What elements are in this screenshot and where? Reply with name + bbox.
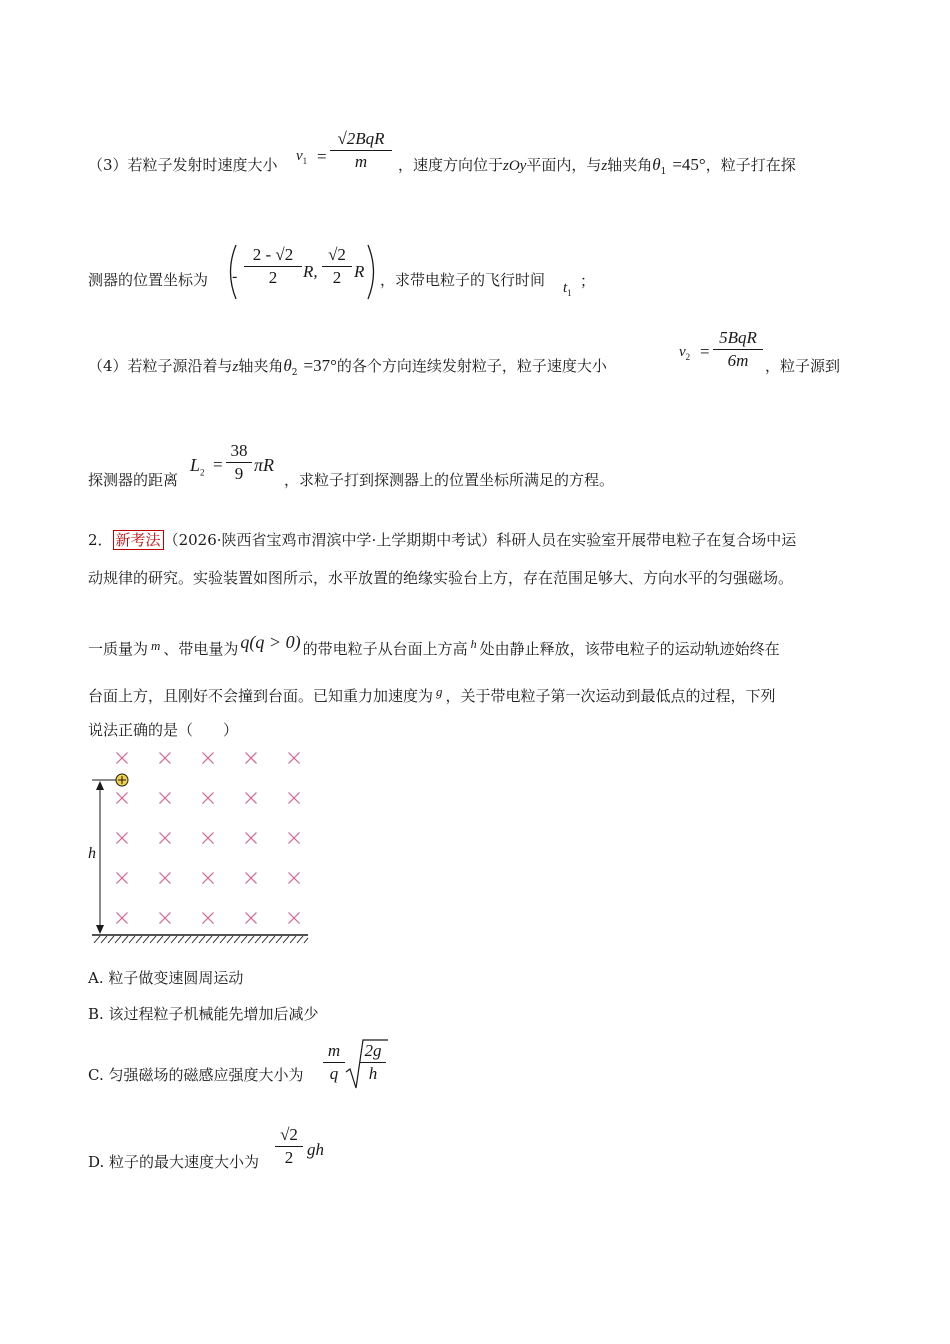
problem2-text-2: 动规律的研究。实验装置如图所示，水平放置的绝缘实验台上方，存在范围足够大、方向水平的匀强磁场。 xyxy=(88,569,794,587)
q3-coord-num1: 2 - √2 xyxy=(244,244,302,267)
q4-text-4: ，粒子源到 xyxy=(765,357,841,375)
problem2-h: h xyxy=(470,637,477,651)
option-c[interactable] xyxy=(88,1064,303,1085)
q4-v2-numerator: 5BqR xyxy=(713,327,763,350)
q3-line2-text-b: ，求带电粒子的飞行时间 xyxy=(380,271,546,289)
q3-text-4: 轴夹角 xyxy=(607,156,653,174)
q3-text-2: ，速度方向位于 xyxy=(398,156,504,174)
new-method-tag: 新考法 xyxy=(113,530,164,550)
problem2-text-1: （2026·陕西省宝鸡市渭滨中学·上学期期中考试）科研人员在实验室开展带电粒子在复合场中运 xyxy=(163,531,797,549)
q3-coord-den2: 2 xyxy=(332,268,342,287)
q4-L2-fraction xyxy=(226,440,252,485)
q3-coord-den1: 2 xyxy=(268,268,278,287)
q4-L2-numerator: 38 xyxy=(226,440,252,463)
q4-L2 xyxy=(190,455,205,478)
problem-number: 2． xyxy=(88,531,113,549)
problem2-line5 xyxy=(88,720,238,740)
q4-line1 xyxy=(88,356,607,383)
q3-v1-denominator: m xyxy=(354,152,368,171)
q4-v2-equals: = xyxy=(700,342,710,361)
option-c-frac-num: m xyxy=(323,1040,345,1063)
problem2-line2 xyxy=(88,568,793,588)
q3-text-5: ，粒子打在探 xyxy=(705,156,796,174)
q3-coord-r1: R, xyxy=(303,262,318,281)
q3-v1-symbol: v xyxy=(296,148,303,164)
option-c-text: C. 匀强磁场的磁感应强度大小为 xyxy=(88,1066,304,1084)
problem2-m: m xyxy=(151,638,161,653)
option-c-sqrt-num: 2g xyxy=(360,1040,386,1063)
option-b-text: B. 该过程粒子机械能先增加后减少 xyxy=(88,1005,319,1023)
table-hatching xyxy=(94,936,308,943)
q3-line2 xyxy=(88,270,208,290)
q4-L2-sub: 2 xyxy=(200,467,205,478)
magnetic-field-crosses xyxy=(117,753,300,924)
q4-theta-sub: 2 xyxy=(291,368,298,378)
height-label: h xyxy=(88,845,96,862)
problem2-line3 xyxy=(88,632,780,659)
q4-L2-equals: = xyxy=(213,455,223,474)
q4-line2-text: 探测器的距离 xyxy=(88,471,179,489)
q3-coord-frac1 xyxy=(244,244,302,289)
q4-line2-rest xyxy=(284,470,614,490)
q4-z: z xyxy=(232,359,239,375)
q3-t1-symbol: t xyxy=(563,280,568,296)
q3-v1-sub: 1 xyxy=(302,156,308,166)
q3-theta: θ xyxy=(652,155,661,174)
q3-v1-numerator: √2BqR xyxy=(330,128,392,151)
problem2-text-5: 说法正确的是（ ） xyxy=(88,721,239,739)
q4-v2 xyxy=(679,344,690,362)
option-a-text: A. 粒子做变速圆周运动 xyxy=(88,969,244,987)
q4-L2-denominator: 9 xyxy=(234,464,244,483)
problem2-text-4b: ，关于带电粒子第一次运动到最低点的过程，下列 xyxy=(445,687,776,705)
q4-text-1: （4）若粒子源沿着与 xyxy=(88,357,233,375)
q3-text-3: 平面内，与 xyxy=(526,156,602,174)
q4-line2-text-b: ，求粒子打到探测器上的位置坐标所满足的方程。 xyxy=(284,471,615,489)
q3-line2-rest xyxy=(380,270,545,290)
magnetic-field-figure xyxy=(80,745,320,950)
option-a[interactable] xyxy=(88,967,243,988)
q3-line1-rest xyxy=(398,155,796,182)
q4-v2-fraction xyxy=(713,327,763,372)
q4-L2-tail: πR xyxy=(254,455,275,475)
q4-theta: θ xyxy=(283,356,292,375)
option-d[interactable] xyxy=(88,1151,259,1172)
q3-theta-value: =45° xyxy=(672,155,706,174)
q4-text-3: 的各个方向连续发射粒子，粒子速度大小 xyxy=(336,357,607,375)
q3-minus: - xyxy=(232,268,238,285)
q4-v2-symbol: v xyxy=(679,344,686,360)
q3-theta-sub: 1 xyxy=(660,167,667,177)
q3-v1-equals: = xyxy=(317,147,327,166)
option-b[interactable] xyxy=(88,1003,319,1024)
q3-t1-sub: 1 xyxy=(567,288,572,298)
q4-L2-symbol: L xyxy=(190,455,201,475)
option-c-sqrt-den: h xyxy=(368,1064,378,1083)
q3-coord-frac2 xyxy=(322,244,352,289)
q4-line2 xyxy=(88,470,178,490)
problem2-text-4a: 台面上方，且刚好不会撞到台面。已知重力加速度为 xyxy=(88,687,434,705)
q3-z: z xyxy=(601,158,608,174)
option-d-tail: gh xyxy=(307,1140,324,1159)
q3-text-1: （3）若粒子发射时速度大小 xyxy=(88,156,278,174)
option-d-text: D. 粒子的最大速度大小为 xyxy=(88,1153,260,1171)
q3-coord-r2: R xyxy=(354,262,365,281)
positive-charge-icon xyxy=(116,774,128,786)
option-d-frac-num: √2 xyxy=(275,1124,303,1147)
q4-text-2: 轴夹角 xyxy=(238,357,284,375)
q3-line2-end: ； xyxy=(580,274,596,290)
q4-line1-rest xyxy=(765,356,840,376)
option-c-sqrt-fraction xyxy=(360,1040,386,1085)
option-d-frac-den: 2 xyxy=(284,1148,294,1167)
option-c-frac-den: q xyxy=(329,1064,339,1083)
option-d-fraction xyxy=(275,1124,303,1169)
option-c-fraction xyxy=(323,1040,345,1085)
q4-theta-value: =37° xyxy=(303,356,337,375)
problem2-text-3c: 的带电粒子从台面上方高 xyxy=(302,640,468,658)
problem2-line1 xyxy=(88,530,796,550)
q4-v2-denominator: 6m xyxy=(727,351,749,370)
q3-line2-text: 测器的位置坐标为 xyxy=(88,271,209,289)
q3-coord-num2: √2 xyxy=(322,244,352,267)
q3-v1-fraction xyxy=(330,128,392,173)
q3-line1 xyxy=(88,155,278,175)
problem2-text-3a: 一质量为 xyxy=(88,640,149,658)
q4-v2-sub: 2 xyxy=(685,352,691,362)
problem2-q-expr: q(q > 0) xyxy=(240,632,301,652)
q3-v1 xyxy=(296,148,307,166)
problem2-text-3b: 、带电量为 xyxy=(163,640,239,658)
height-arrow-icon xyxy=(96,781,104,934)
problem2-text-3d: 处由静止释放，该带电粒子的运动轨迹始终在 xyxy=(479,640,780,658)
q3-t1 xyxy=(563,280,572,298)
q3-plane: zOy xyxy=(503,158,527,174)
problem2-line4 xyxy=(88,682,776,706)
problem2-g: g xyxy=(436,684,443,699)
